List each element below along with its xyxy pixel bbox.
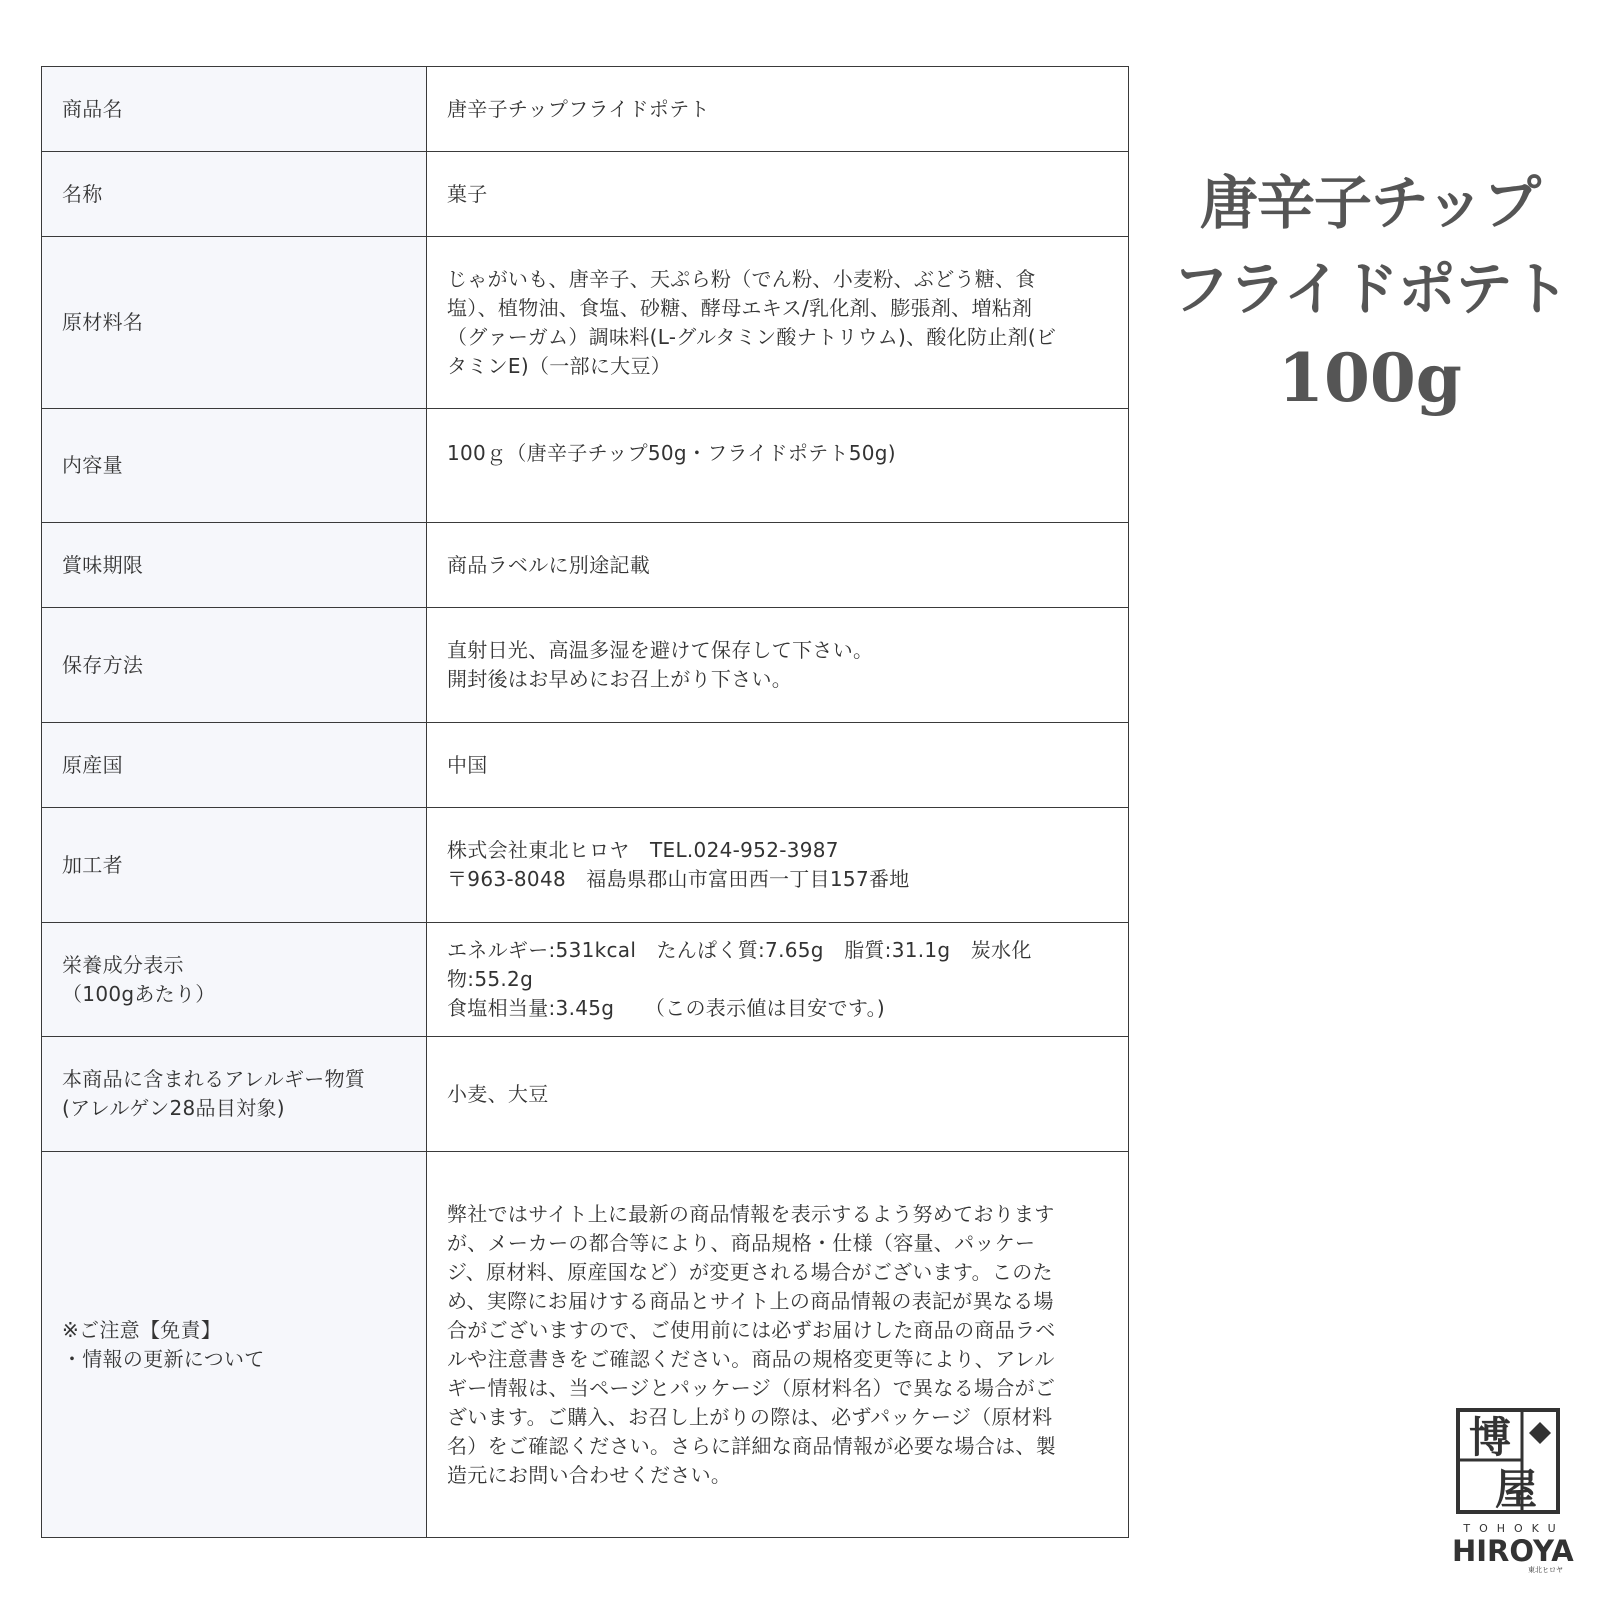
- logo-text: [1452, 1522, 1574, 1575]
- table-row: [42, 808, 1129, 923]
- row-value: 商品ラベルに別途記載: [427, 523, 1129, 608]
- row-label: 名称: [42, 152, 427, 237]
- row-value: 直射日光、高温多湿を避けて保存して下さい。 開封後はお早めにお召上がり下さい。: [427, 608, 1129, 723]
- row-value: エネルギー:531kcal たんぱく質:7.65g 脂質:31.1g 炭水化物:55.2g 食塩相当量:3.45g （この表示値は目安です。): [427, 923, 1129, 1037]
- row-value: 弊社ではサイト上に最新の商品情報を表示するよう努めております が、メーカーの都合等により、商品規格・仕様（容量、パッケー ジ、原材料、原産国など）が変更される場合がございます。このた め、実際にお届けする商品とサイト上の商品情報の表記が異なる場 合がございますので、ご使用前には必ずお届けした商品の商品ラベ ルや注意書きをご確認ください。商品の規格変更等により、アレル ギー情報は、当ページとパッケージ（原材料名）で異なる場合がご ざいます。ご購入、お召し上がりの際は、必ずパッケージ（原材料 名）をご確認ください。さらに詳細な商品情報が必要な場合は、製 造元にお問い合わせください。: [427, 1152, 1129, 1538]
- table-row: [42, 409, 1129, 523]
- table-row: [42, 523, 1129, 608]
- logo-ja: 東北ヒロヤ: [1528, 1566, 1563, 1574]
- row-label: 加工者: [42, 808, 427, 923]
- tohoku-hiroya-logo: [1452, 1408, 1574, 1576]
- logo-hiroya: HIROYA: [1452, 1534, 1574, 1568]
- row-label: 本商品に含まれるアレルギー物質 (アレルゲン28品目対象): [42, 1037, 427, 1152]
- logo-char-top: 博: [1468, 1413, 1512, 1462]
- title-line-1: 唐辛子チップ: [1199, 169, 1541, 237]
- row-label: 原産国: [42, 723, 427, 808]
- product-title: [1165, 160, 1575, 424]
- table-row: [42, 923, 1129, 1037]
- row-label: 栄養成分表示 （100gあたり）: [42, 923, 427, 1037]
- row-value: 菓子: [427, 152, 1129, 237]
- title-weight: 100g: [1278, 339, 1462, 417]
- row-label: 原材料名: [42, 237, 427, 409]
- row-value: 株式会社東北ヒロヤ TEL.024-952-3987 〒963-8048 福島県郡山市富田西一丁目157番地: [427, 808, 1129, 923]
- table-row: [42, 237, 1129, 409]
- row-label: 賞味期限: [42, 523, 427, 608]
- title-line-2: フライドポテト: [1171, 255, 1569, 323]
- row-label: 内容量: [42, 409, 427, 523]
- product-spec-table: [41, 66, 1129, 1538]
- table-row: [42, 1037, 1129, 1152]
- table-row: [42, 1152, 1129, 1538]
- table-row: [42, 608, 1129, 723]
- logo-tohoku: TOHOKU: [1463, 1522, 1565, 1535]
- row-value: 中国: [427, 723, 1129, 808]
- hiroya-logo-mark-icon: [1456, 1408, 1560, 1514]
- table-row: [42, 723, 1129, 808]
- row-label: 保存方法: [42, 608, 427, 723]
- table-row: [42, 67, 1129, 152]
- row-label: ※ご注意【免責】 ・情報の更新について: [42, 1152, 427, 1538]
- row-value: 100ｇ（唐辛子チップ50g・フライドポテト50g): [427, 409, 1129, 523]
- logo-char-bottom: 屋: [1494, 1465, 1538, 1514]
- row-value: 小麦、大豆: [427, 1037, 1129, 1152]
- row-value: 唐辛子チップフライドポテト: [427, 67, 1129, 152]
- row-label: 商品名: [42, 67, 427, 152]
- table-row: [42, 152, 1129, 237]
- row-value: じゃがいも、唐辛子、天ぷら粉（でん粉、小麦粉、ぶどう糖、食 塩）、植物油、食塩、砂糖、酵母エキス/乳化剤、膨張剤、増粘剤 （グァーガム）調味料(L-グルタミン酸ナトリウム)、酸化防止剤(ビ タミンE)（一部に大豆）: [427, 237, 1129, 409]
